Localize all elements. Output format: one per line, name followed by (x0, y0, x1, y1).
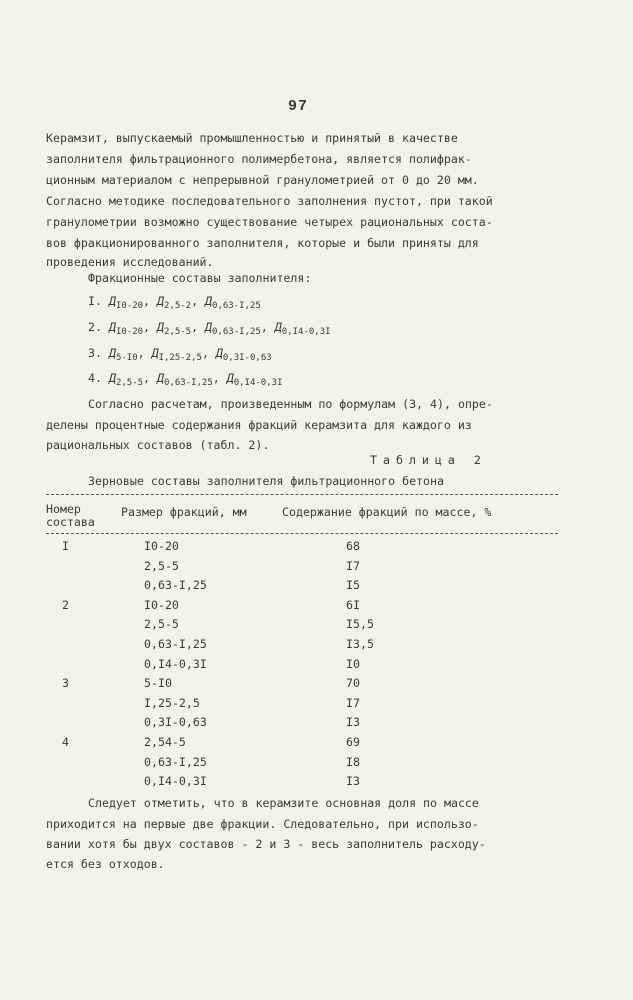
table-label: Таблица 2 (370, 453, 487, 467)
fraction-subscript: 0,I4-0,3I (233, 378, 283, 388)
fraction-subscript: I0-20 (115, 327, 144, 337)
cell-size: 0,63-I,25 (144, 755, 207, 769)
paragraph-line: вов фракционированного заполнителя, которые и были приняты для (46, 236, 479, 250)
fraction-subscript: 5-I0 (115, 353, 138, 363)
fraction-subscript: 0,63-I,25 (212, 327, 261, 337)
fraction-number: 4. (88, 371, 109, 385)
header-number: Номер состава (46, 502, 95, 529)
paragraph-line: вании хотя бы двух составов - 2 и 3 - весь заполнитель расходу- (46, 837, 486, 851)
fraction-subscript: 2,5-2 (163, 301, 192, 311)
fraction-subscript: 0,3I-0,63 (222, 353, 272, 363)
fraction-symbol: Д (108, 294, 116, 308)
cell-content: I3 (346, 774, 360, 788)
fraction-subscript: 0,63-I,25 (212, 301, 261, 311)
fraction-symbol: Д (205, 320, 213, 334)
cell-content: I5,5 (346, 617, 374, 631)
fraction-subscript: 0,I4-0,3I (281, 327, 331, 337)
fraction-subscript: 0,63-I,25 (163, 378, 213, 388)
fractions-heading: Фракционные составы заполнителя: (88, 271, 312, 285)
cell-size: 2,5-5 (144, 617, 179, 631)
fraction-symbol: Д (108, 346, 116, 360)
cell-content: I0 (346, 657, 360, 671)
paragraph-line: гранулометрии возможно существование четырех рациональных соста- (46, 215, 493, 229)
header-content: Содержание фракций по массе, % (282, 505, 492, 519)
cell-size: 2,54-5 (144, 735, 186, 749)
cell-content: 70 (346, 676, 360, 690)
fraction-symbol: Д (108, 371, 116, 385)
fraction-symbol: Д (157, 294, 164, 308)
cell-number: 4 (62, 735, 69, 749)
cell-size: I0-20 (144, 539, 179, 553)
paragraph-line: ционным материалом с непрерывной гранулометрией от 0 до 20 мм. (46, 173, 479, 187)
paragraph-line: делены процентные содержания фракций керамзита для каждого из (46, 418, 472, 432)
table-rule-top (46, 494, 558, 495)
cell-size: 0,3I-0,63 (144, 715, 207, 729)
cell-content: 69 (346, 735, 360, 749)
paragraph-line: рациональных составов (табл. 2). (46, 438, 270, 452)
table-rule-header (46, 533, 558, 534)
paragraph-line: проведения исследований. (46, 255, 214, 269)
fraction-symbol: Д (205, 294, 213, 308)
paragraph-line: заполнителя фильтрационного полимербетона, является полифрак- (46, 152, 472, 166)
cell-content: I3,5 (346, 637, 374, 651)
cell-size: 2,5-5 (144, 559, 179, 573)
cell-number: 2 (62, 598, 69, 612)
fraction-subscript: 2,5-5 (115, 378, 144, 388)
fraction-symbol: Д (157, 320, 164, 334)
cell-content: 6I (346, 598, 360, 612)
cell-content: 68 (346, 539, 360, 553)
fraction-symbol: Д (151, 346, 159, 360)
cell-size: I,25-2,5 (144, 696, 200, 710)
cell-number: I (62, 539, 69, 553)
page-number: 97 (288, 98, 309, 115)
table-caption: Зерновые составы заполнителя фильтрационного бетона (88, 474, 444, 488)
fraction-subscript: I0-20 (115, 301, 144, 311)
fraction-list-item: 4. $Д_{2,5-5}$, $Д_{0,63-I,25}$, $Д_{0,I4-0,3I}$ (88, 371, 283, 388)
fraction-list-item: 3. $Д_{5-I0}$, $Д_{I,25-2,5}$, $Д_{0,3I-0,63}$ (88, 346, 272, 363)
cell-number: 3 (62, 676, 69, 690)
fraction-symbol: Д (274, 320, 282, 334)
header-size: Размер фракций, мм (121, 505, 247, 519)
cell-size: 0,I4-0,3I (144, 774, 207, 788)
paragraph-line: Согласно расчетам, произведенным по формулам (3, 4), опре- (88, 397, 493, 411)
fraction-subscript: 2,5-5 (163, 327, 192, 337)
paragraph-line: приходится на первые две фракции. Следовательно, при использо- (46, 817, 479, 831)
fraction-list-item: 2. $Д_{I0-20}$, $Д_{2,5-5}$, $Д_{0,63-I,25}$, $Д_{0,I4-0,3I}$ (88, 320, 331, 337)
paragraph-line: Керамзит, выпускаемый промышленностью и принятый в качестве (46, 131, 458, 145)
cell-size: 0,63-I,25 (144, 637, 207, 651)
fraction-number: 3. (88, 346, 109, 360)
cell-size: 0,63-I,25 (144, 578, 207, 592)
cell-size: I0-20 (144, 598, 179, 612)
cell-content: I7 (346, 559, 360, 573)
cell-size: 5-I0 (144, 676, 172, 690)
paragraph-line: Согласно методике последовательного заполнения пустот, при такой (46, 194, 493, 208)
cell-content: I7 (346, 696, 360, 710)
fraction-symbol: Д (226, 371, 234, 385)
fraction-list-item: I. $Д_{I0-20}$, $Д_{2,5-2}$, $Д_{0,63-I,25}$ (88, 294, 261, 311)
fraction-symbol: Д (108, 320, 116, 334)
fraction-number: 2. (88, 320, 109, 334)
fraction-subscript: I,25-2,5 (158, 353, 202, 363)
paragraph-line: Следует отметить, что в керамзите основная доля по массе (88, 796, 479, 810)
cell-content: I5 (346, 578, 360, 592)
fraction-symbol: Д (215, 346, 223, 360)
cell-content: I8 (346, 755, 360, 769)
fraction-number: I. (88, 294, 109, 308)
fraction-symbol: Д (157, 371, 164, 385)
cell-content: I3 (346, 715, 360, 729)
cell-size: 0,I4-0,3I (144, 657, 207, 671)
paragraph-line: ется без отходов. (46, 857, 165, 871)
